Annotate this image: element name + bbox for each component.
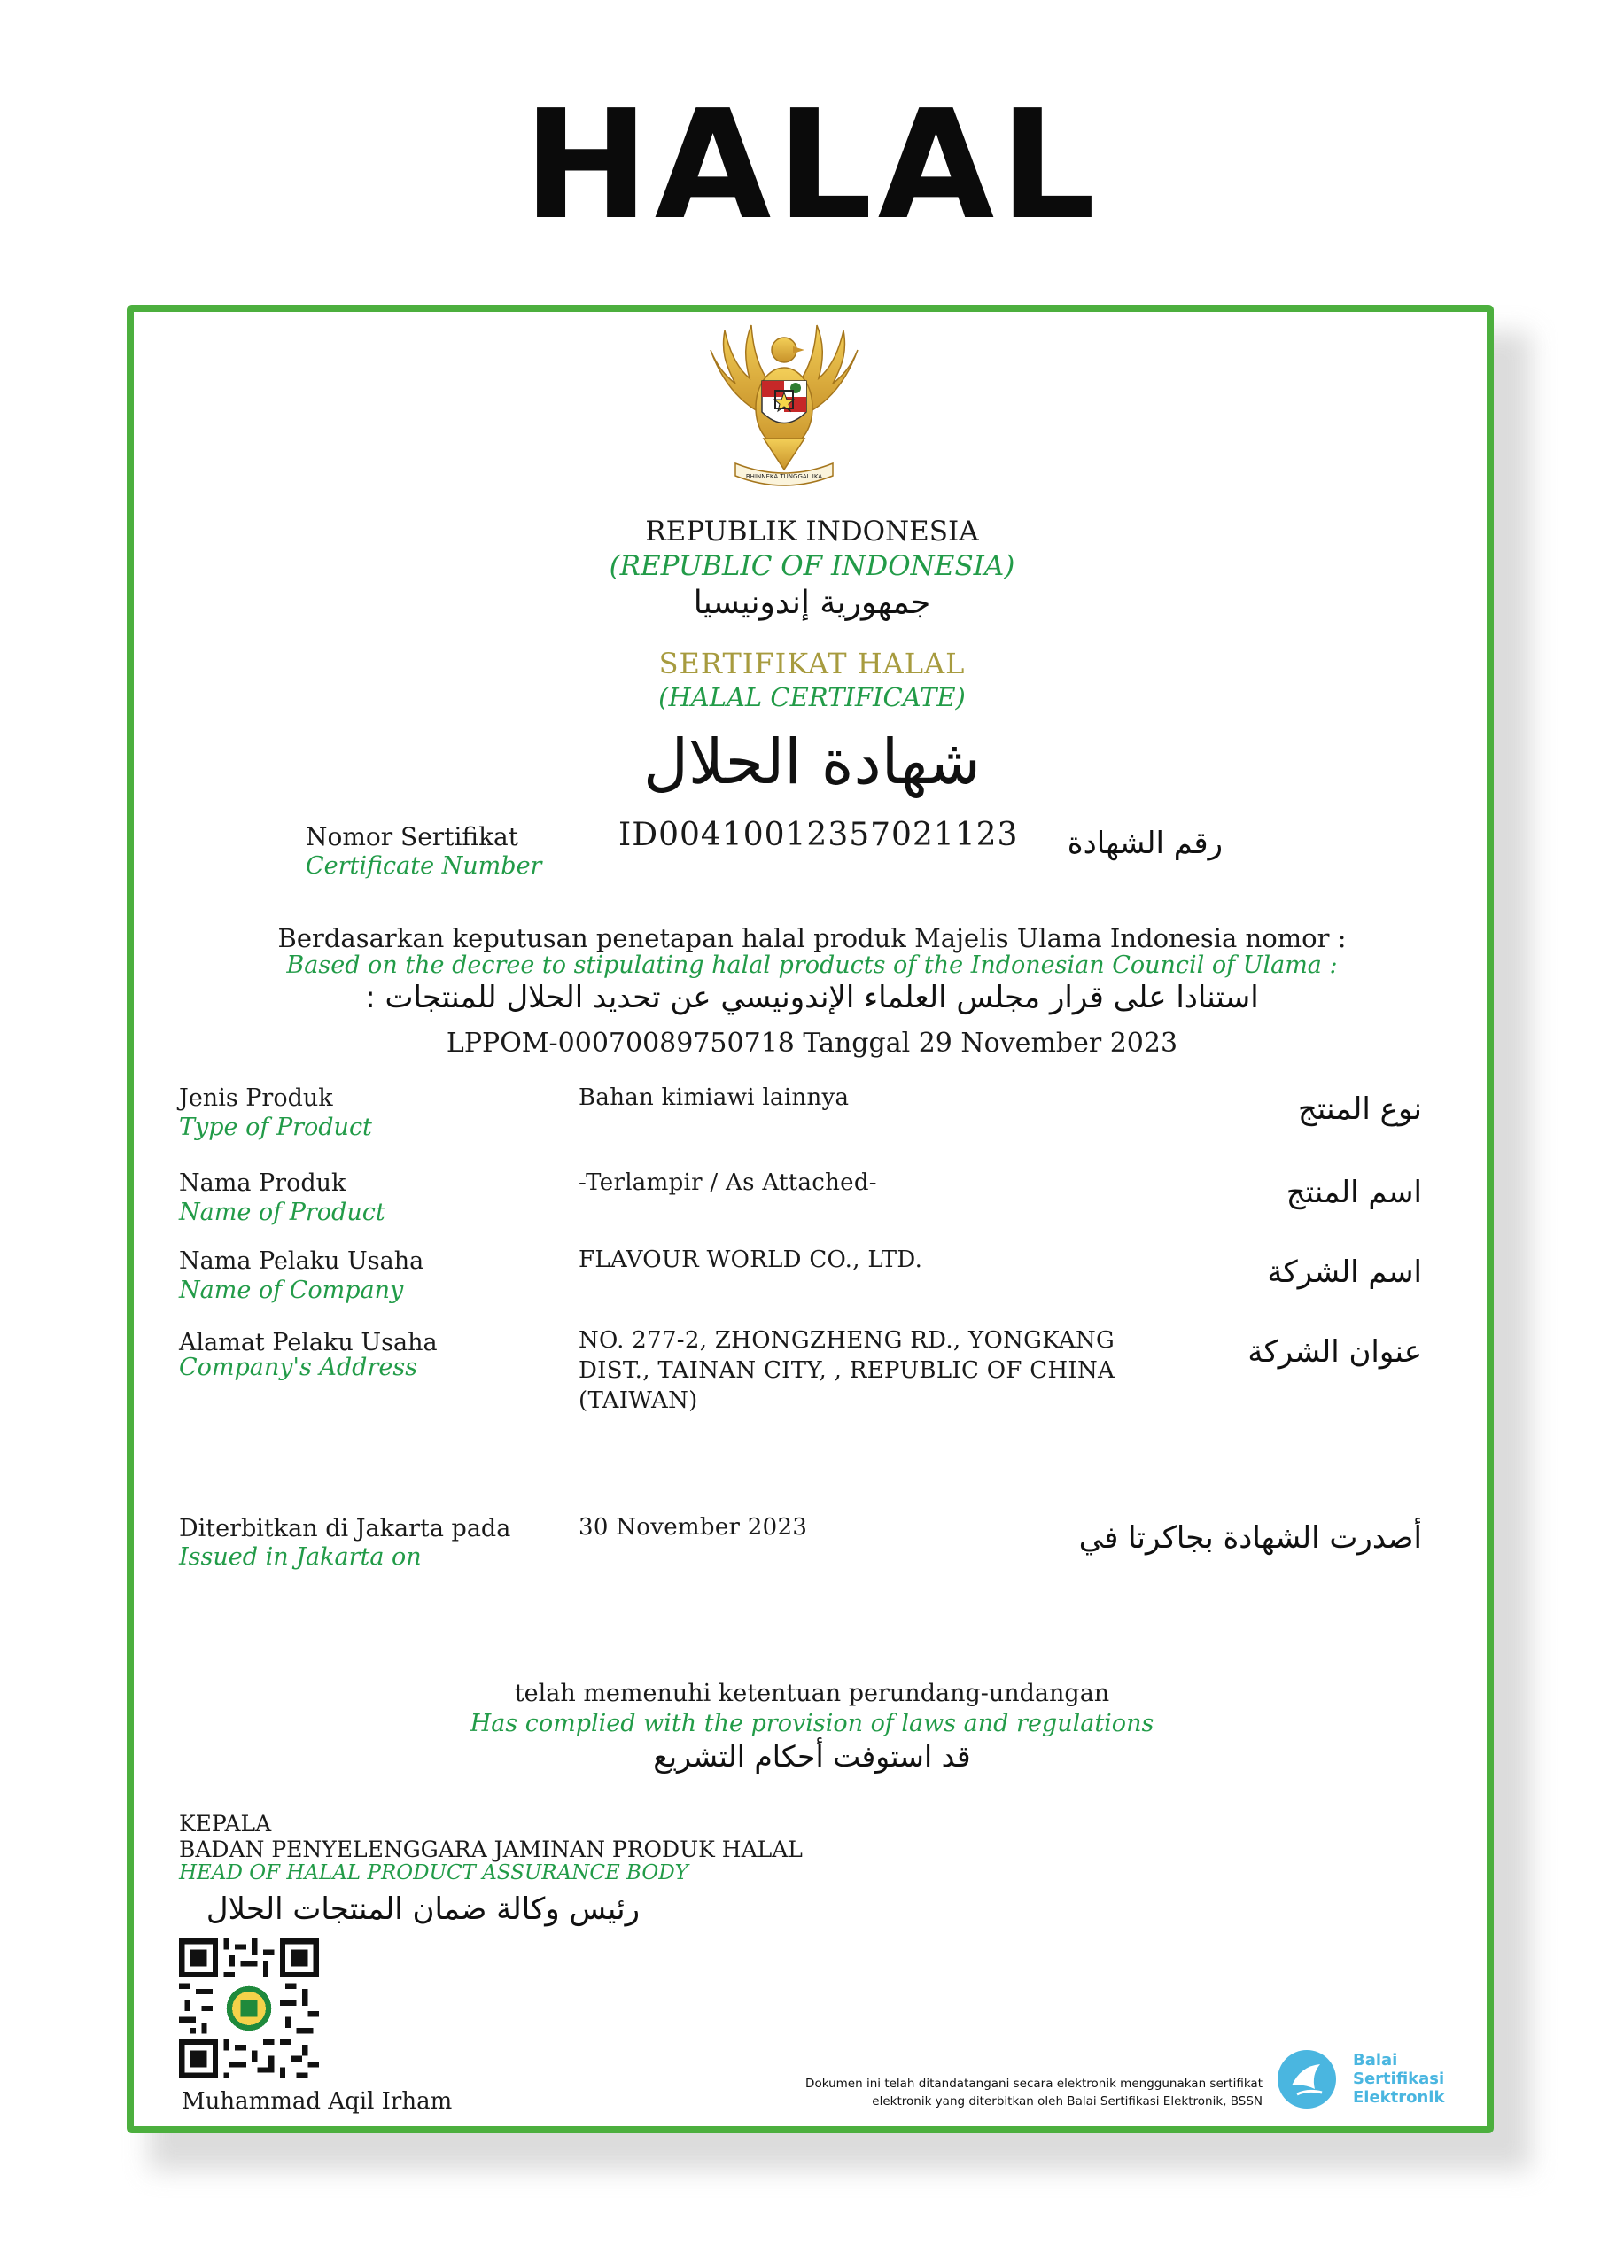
bsre-line: Balai (1353, 2051, 1398, 2070)
signatory-name: Muhammad Aqil Irham (182, 2088, 453, 2115)
signatory-title-2: BADAN PENYELENGGARA JAMINAN PRODUK HALAL (179, 1837, 803, 1862)
emblem-motto: BHINNEKA TUNGGAL IKA (745, 473, 823, 480)
field-label-ar: اسم المنتج (1286, 1175, 1422, 1210)
field-label-id: Nama Pelaku Usaha (179, 1247, 424, 1275)
cert-number-label-ar: رقم الشهادة (1067, 826, 1223, 861)
signatory-title-1: KEPALA (179, 1811, 272, 1837)
decree-text-en: Based on the decree to stipulating halal products of the Indonesian Council of Ulama : (286, 951, 1338, 979)
country-name-id: REPUBLIK INDONESIA (645, 516, 979, 548)
certificate-title-id: SERTIFIKAT HALAL (658, 647, 966, 680)
bsre-line: Elektronik (1353, 2088, 1445, 2107)
field-label-ar: عنوان الشركة (1247, 1334, 1422, 1370)
field-value: Bahan kimiawi lainnya (579, 1084, 850, 1111)
bsre-logo-text (1353, 2051, 1444, 2107)
certificate-title-en: (HALAL CERTIFICATE) (658, 682, 966, 712)
signatory-title-ar: رئيس وكالة ضمان المنتجات الحلال (206, 1891, 640, 1927)
e-signature-note-line: elektronik yang diterbitkan oleh Balai Sertifikasi Elektronik, BSSN (872, 2094, 1263, 2109)
qr-code[interactable] (179, 1938, 319, 2078)
country-name-ar: جمهورية إندونيسيا (693, 585, 931, 621)
issued-label-ar: أصدرت الشهادة بجاكرتا في (1078, 1520, 1422, 1556)
compliance-text-en: Has complied with the provision of laws and regulations (470, 1710, 1154, 1737)
compliance-text-id: telah memenuhi ketentuan perundang-undangan (514, 1680, 1110, 1707)
cert-number-value: ID00410012357021123 (618, 817, 1019, 853)
field-value-line: DIST., TAINAN CITY, , REPUBLIC OF CHINA (579, 1357, 1115, 1384)
cert-number-label-en: Certificate Number (306, 852, 542, 880)
field-label-id: Nama Produk (179, 1169, 346, 1197)
bsre-logo-icon (1276, 2048, 1338, 2110)
field-label-id: Alamat Pelaku Usaha (179, 1329, 438, 1356)
certificate-title-ar: شهادة الحلال (643, 726, 981, 798)
e-signature-note (673, 2075, 1263, 2110)
field-value-line: NO. 277-2, ZHONGZHENG RD., YONGKANG (579, 1327, 1115, 1354)
garuda-emblem-icon (700, 315, 868, 492)
field-label-en: Type of Product (179, 1114, 372, 1141)
issued-label-en: Issued in Jakarta on (179, 1543, 422, 1571)
compliance-text-ar: قد استوفت أحكام التشريع (653, 1739, 971, 1774)
decree-number: LPPOM-00070089750718 Tanggal 29 November 2023 (446, 1028, 1178, 1059)
field-label-en: Name of Product (179, 1199, 385, 1226)
signatory-title-en: HEAD OF HALAL PRODUCT ASSURANCE BODY (179, 1861, 688, 1884)
issued-date: 30 November 2023 (579, 1514, 808, 1541)
field-label-ar: نوع المنتج (1297, 1091, 1422, 1127)
field-label-en: Name of Company (179, 1277, 404, 1304)
field-value: -Terlampir / As Attached- (579, 1169, 877, 1196)
field-value-line: (TAIWAN) (579, 1387, 698, 1414)
field-label-en: Company's Address (179, 1354, 418, 1381)
field-value: FLAVOUR WORLD CO., LTD. (579, 1247, 923, 1273)
decree-text-id: Berdasarkan keputusan penetapan halal produk Majelis Ulama Indonesia nomor : (277, 923, 1347, 953)
country-name-en: (REPUBLIC OF INDONESIA) (609, 550, 1015, 582)
e-signature-note-line: Dokumen ini telah ditandatangani secara elektronik menggunakan sertifikat (805, 2077, 1263, 2091)
field-label-ar: اسم الشركة (1267, 1254, 1422, 1290)
page-title: HALAL (523, 78, 1101, 253)
field-label-id: Jenis Produk (179, 1084, 333, 1112)
issued-label-id: Diterbitkan di Jakarta pada (179, 1515, 511, 1542)
decree-text-ar: استنادا على قرار مجلس العلماء الإندونيسي عن تحديد الحلال للمنتجات : (365, 980, 1259, 1015)
bsre-line: Sertifikasi (1353, 2070, 1445, 2088)
cert-number-label-id: Nomor Sertifikat (306, 822, 518, 851)
